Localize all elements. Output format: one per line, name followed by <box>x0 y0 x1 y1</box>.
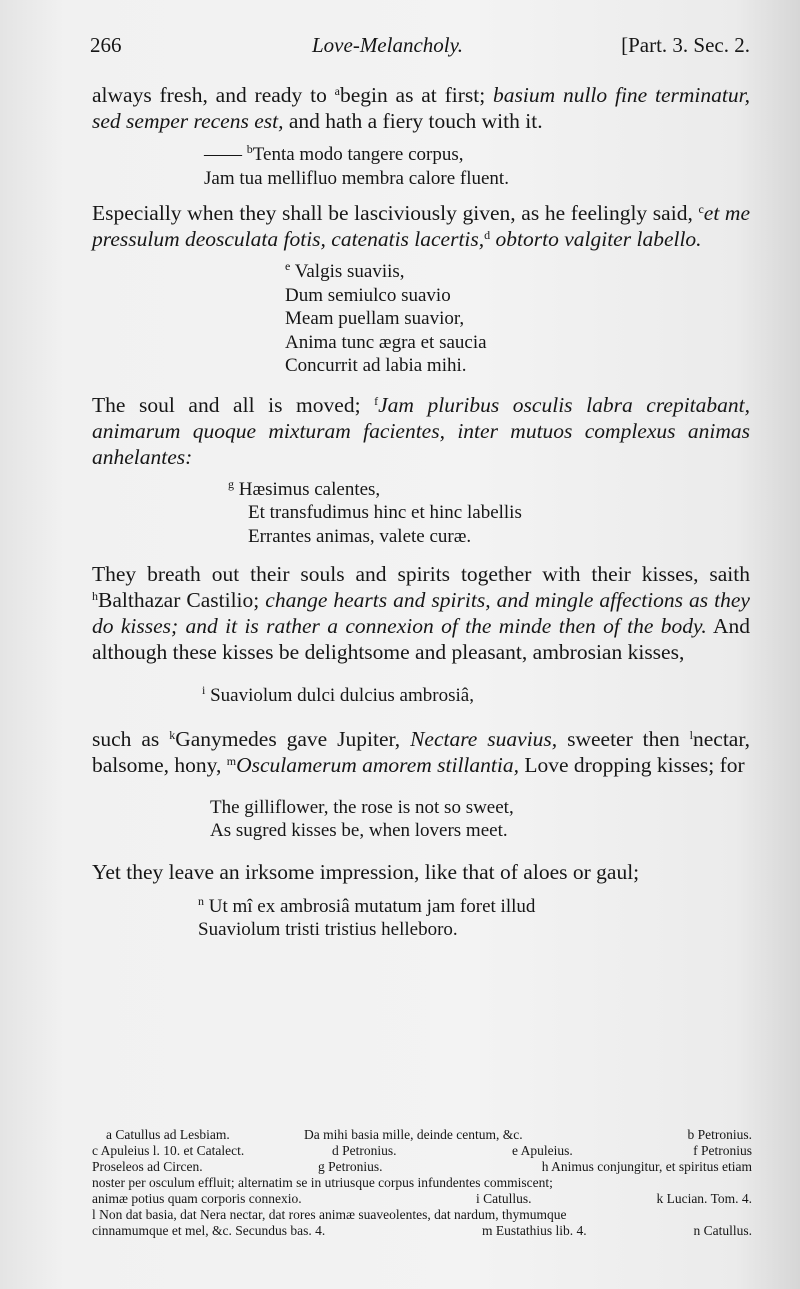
note-mark: e <box>285 259 291 273</box>
note-mark: f <box>374 393 379 408</box>
text-run: begin as at first; <box>339 83 494 107</box>
text-run: such as <box>92 726 170 751</box>
text-run: Especially when they shall be lasciviously given, as he feelingly said, <box>92 201 699 225</box>
text-run: They breath out their souls and spirits together with their kisses, saith <box>92 562 750 586</box>
footnote: noster per osculum effluit; alternatim se in utriusque corpus infundentes commiscent; <box>92 1175 553 1190</box>
verse-line: $^e$ Valgis suaviis, <box>285 259 405 282</box>
note-mark: k <box>169 727 176 742</box>
footnote: cinnamumque et mel, &c. Secundus bas. 4. <box>92 1223 326 1238</box>
footnote: b Petronius. <box>687 1127 752 1142</box>
footnote-row <box>92 1159 752 1175</box>
verse-block-4 <box>202 684 750 708</box>
verse-line: Dum semiulco suavio <box>285 284 451 306</box>
verse-line: The gilliflower, the rose is not so sweet, <box>210 796 514 818</box>
footnote: Da mihi basia mille, deinde centum, &c. <box>304 1127 523 1142</box>
verse-line: Et transfudimus hinc et hinc labellis <box>248 502 522 523</box>
verse-line: $^i$ Suaviolum dulci dulcius ambrosiâ, <box>202 683 474 706</box>
note-mark: m <box>226 753 237 768</box>
running-header <box>90 33 750 67</box>
latin-quote: obtorto valgiter labello. <box>490 227 702 251</box>
text-run: And although these kisses be delightsome and pleasant, ambrosian kisses, <box>92 614 750 664</box>
footnote: a Catullus ad Lesbiam. <box>106 1127 230 1142</box>
note-mark: a <box>334 84 340 98</box>
footnotes <box>92 1127 752 1239</box>
footnote-row <box>92 1127 752 1143</box>
verse-block-3 <box>228 478 750 549</box>
note-mark: c <box>698 202 704 216</box>
footnote: i Catullus. <box>476 1191 532 1206</box>
note-mark: l <box>689 727 693 742</box>
footnote: e Apuleius. <box>512 1143 573 1158</box>
text-run: nectar, balsome, hony, <box>92 726 751 777</box>
footnote: f Petronius <box>693 1143 752 1158</box>
latin-quote: Nectare suavius, <box>410 726 558 751</box>
footnote: m Eustathius lib. 4. <box>482 1223 587 1238</box>
footnote-row <box>92 1175 752 1191</box>
page-body <box>92 82 750 942</box>
text-run: The soul and all is moved; <box>92 392 375 417</box>
text-run: Ganymedes gave Jupiter, <box>175 726 411 751</box>
footnote-row <box>92 1223 752 1239</box>
note-mark: h <box>92 589 98 603</box>
footnote: c Apuleius l. 10. et Catalect. <box>92 1143 245 1158</box>
page-number: 266 <box>90 33 122 57</box>
verse-line: $^g$ Hæsimus calentes, <box>228 476 381 500</box>
footnote: l Non dat basia, dat Nera nectar, dat rores animæ suaveolentes, dat nardum, thymumque <box>92 1207 567 1222</box>
paragraph-4 <box>92 561 750 665</box>
text-run: Balthazar Castilio; <box>98 588 266 612</box>
latin-quote: basium nullo fine terminatur, sed semper recens est, <box>92 83 750 133</box>
footnote-row <box>92 1191 752 1207</box>
paragraph-5 <box>92 726 750 778</box>
verse-line: Concurrit ad labia mihi. <box>285 355 467 376</box>
footnote-row <box>92 1143 752 1159</box>
verse-line: As sugred kisses be, when lovers meet. <box>210 820 508 841</box>
latin-quote: Jam pluribus osculis labra crepitabant, animarum quoque mixturam facientes, inter mutuos complexus animas anhelantes: <box>92 392 750 469</box>
paragraph-6 <box>92 859 750 885</box>
verse-block-5 <box>210 796 750 843</box>
text-run: sweeter then <box>557 726 690 751</box>
verse-line: Suaviolum tristi tristius helleboro. <box>198 919 458 940</box>
text-run: always fresh, and ready to <box>92 83 335 107</box>
latin-quote: Osculamerum amorem stillantia, <box>236 752 519 777</box>
verse-line: Meam puellam suavior, <box>285 308 465 329</box>
latin-quote: et me pressulum deosculata fotis, catenatis lacertis, <box>92 201 750 251</box>
verse-line: Jam tua mellifluo membra calore fluent. <box>204 167 509 189</box>
verse-block-2 <box>285 260 750 378</box>
paragraph-1 <box>92 82 750 134</box>
footnote: g Petronius. <box>318 1159 383 1174</box>
section-reference: [Part. 3. Sec. 2. <box>621 33 750 57</box>
footnote: h Animus conjungitur, et spiritus etiam <box>541 1159 752 1174</box>
footnote-row <box>92 1207 752 1223</box>
text-run: and hath a fiery touch with it. <box>283 109 543 133</box>
footnote: Proseleos ad Circen. <box>92 1159 203 1174</box>
footnote: d Petronius. <box>332 1143 397 1158</box>
footnote: k Lucian. Tom. 4. <box>656 1191 752 1206</box>
text-run: Love dropping kisses; for <box>518 752 745 777</box>
text-run: Yet they leave an irksome impression, like that of aloes or gaul; <box>92 859 640 884</box>
footnote: animæ potius quam corporis connexio. <box>92 1191 302 1206</box>
verse-line: $^n$ Ut mî ex ambrosiâ mutatum jam foret illud <box>198 893 536 917</box>
verse-block-1 <box>204 143 750 190</box>
note-mark: n <box>198 893 204 908</box>
verse-line: —— $^b$Tenta modo tangere corpus, <box>204 142 464 165</box>
footnote: n Catullus. <box>693 1223 752 1238</box>
running-title: Love-Melancholy. <box>312 33 464 57</box>
note-mark: g <box>228 476 234 491</box>
verse-line: Errantes animas, valete curæ. <box>248 525 472 547</box>
note-mark: b <box>246 142 253 156</box>
note-mark: d <box>484 228 491 242</box>
verse-block-6 <box>198 895 750 942</box>
paragraph-2 <box>92 200 750 252</box>
verse-line: Anima tunc ægra et saucia <box>285 331 487 353</box>
paragraph-3 <box>92 392 750 470</box>
note-mark: i <box>202 683 206 697</box>
english-quote: change hearts and spirits, and mingle affections as they do kisses; and it is rather a connexion of the minde then of the body. <box>92 588 750 638</box>
